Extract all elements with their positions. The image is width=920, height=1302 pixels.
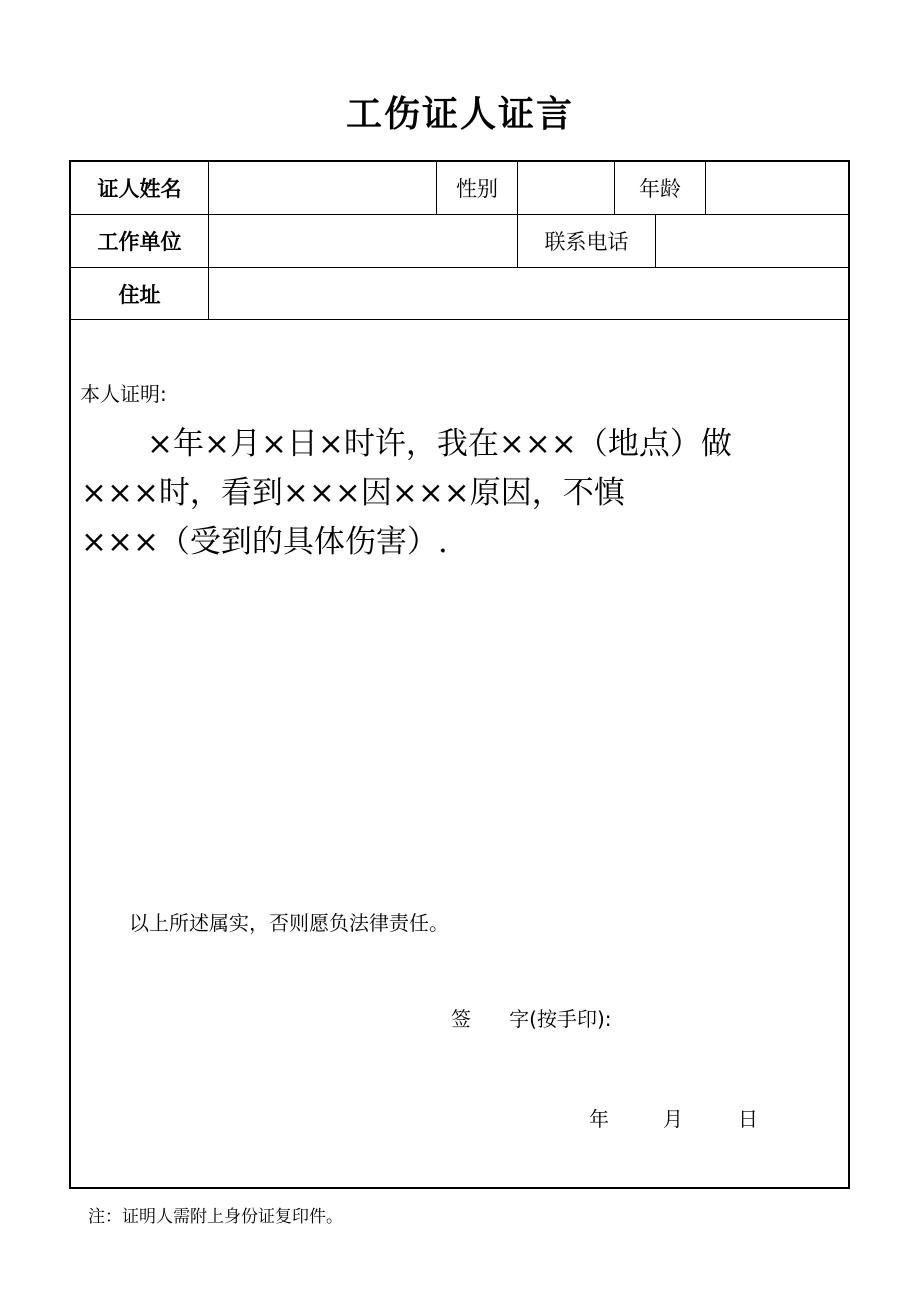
witness-name-field[interactable] bbox=[209, 162, 436, 214]
date-month: 月 bbox=[663, 1107, 683, 1131]
address-label: 住址 bbox=[118, 282, 161, 307]
date-day: 日 bbox=[738, 1107, 758, 1131]
age-label: 年龄 bbox=[639, 177, 681, 201]
signature-label: 签 字(按手印): bbox=[451, 1007, 612, 1031]
statement-body bbox=[81, 420, 841, 567]
employer-label: 工作单位 bbox=[97, 230, 182, 254]
statement-line: ×××时，看到×××因×××原因，不慎 bbox=[81, 475, 625, 511]
date-year: 年 bbox=[589, 1107, 609, 1131]
statement-line: ×年×月×日×时许，我在×××（地点）做 bbox=[147, 426, 732, 462]
document-title: 工伤证人证言 bbox=[345, 93, 574, 135]
gender-label: 性别 bbox=[456, 177, 498, 201]
age-field[interactable] bbox=[706, 162, 848, 214]
employer-field[interactable] bbox=[209, 215, 517, 267]
statement-line: ×××（受到的具体伤害）. bbox=[81, 524, 448, 560]
phone-field[interactable] bbox=[656, 215, 848, 267]
witness-name-label: 证人姓名 bbox=[97, 177, 182, 201]
phone-label: 联系电话 bbox=[544, 230, 629, 254]
footnote: 注：证明人需附上身份证复印件。 bbox=[88, 1207, 343, 1227]
declaration: 以上所述属实，否则愿负法律责任。 bbox=[129, 911, 449, 935]
address-field[interactable] bbox=[209, 268, 848, 319]
gender-field[interactable] bbox=[518, 162, 614, 214]
testimony-form bbox=[69, 160, 850, 1189]
statement-label: 本人证明: bbox=[80, 382, 167, 406]
row-divider bbox=[71, 319, 848, 320]
